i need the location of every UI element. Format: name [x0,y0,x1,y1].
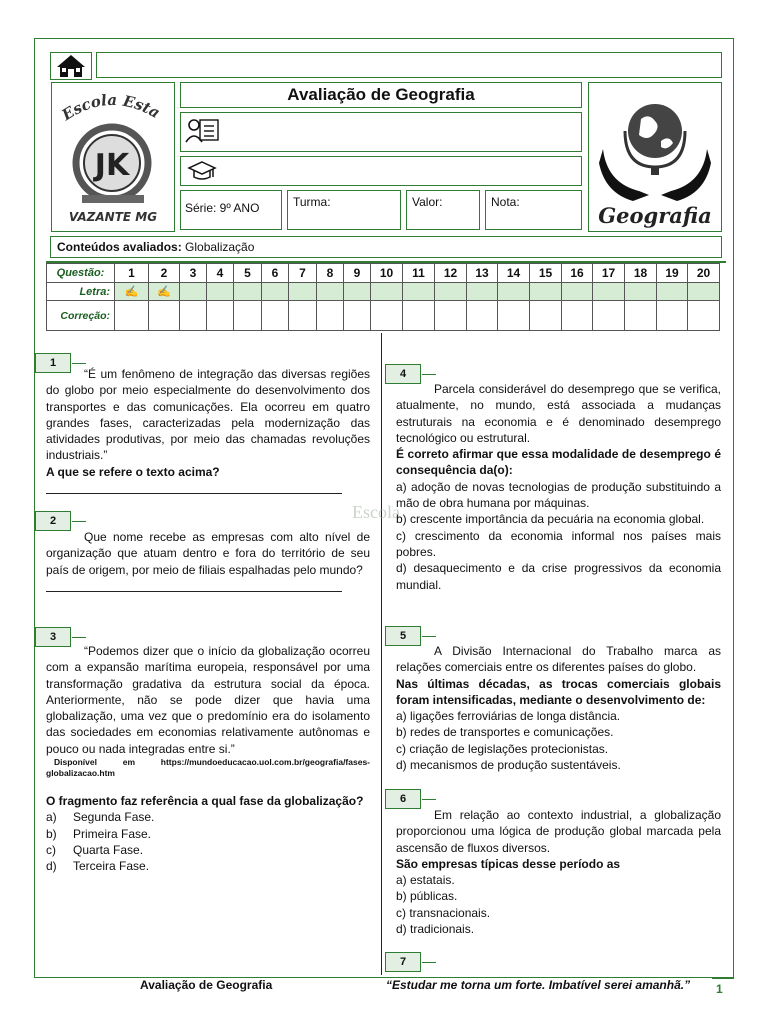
grid-number: 13 [467,264,498,283]
letter-cell[interactable]: ✍ [149,283,180,301]
option-d[interactable]: d) mecanismos de produção sustentáveis. [396,758,621,773]
correction-cell [344,301,371,331]
letter-cell[interactable] [657,283,688,301]
column-divider [381,333,382,975]
correction-row [47,301,720,331]
grid-number: 12 [435,264,467,283]
question-1-prompt: A que se refere o texto acima? [46,464,220,479]
graduation-cap-icon [187,159,217,183]
svg-text:Escola Estadual: Escola Esta [58,90,164,125]
watermark: Escola [352,502,400,522]
option-b[interactable]: b) redes de transportes e comunicações. [396,725,614,740]
svg-text:Geografia: Geografia [598,203,712,228]
top-name-field[interactable] [96,52,722,78]
conteudos-label: Conteúdos avaliados: [57,240,182,254]
answer-grid [46,263,720,331]
option-a[interactable]: a) Segunda Fase. [46,810,155,825]
grid-number: 15 [530,264,562,283]
correction-row-label: Correção: [47,301,115,331]
question-6-prompt: São empresas típicas desse período as [396,856,621,871]
nota-field[interactable]: Nota: [485,190,582,230]
letter-cell[interactable] [289,283,317,301]
question-3 [46,643,370,875]
correction-cell [625,301,657,331]
teacher-name-field[interactable] [180,156,582,186]
grid-number: 2 [149,264,180,283]
turma-field[interactable]: Turma: [287,190,401,230]
correction-cell [207,301,234,331]
svg-text:VAZANTE MG: VAZANTE MG [68,210,158,224]
letter-cell[interactable] [688,283,720,301]
question-6-text: Em relação ao contexto industrial, a globalização proporcionou uma lógica de produção global marcada pela ascensão de fluxos diversos. [396,808,721,855]
question-3-prompt: O fragmento faz referência a qual fase da globalização? [46,794,364,809]
school-logo [51,82,175,232]
page-title: Avaliação de Geografia [180,82,582,108]
letter-cell[interactable] [344,283,371,301]
serie-field: Série: 9º ANO [180,190,282,230]
option-a[interactable]: a) estatais. [396,873,455,888]
svg-text:JK: JK [94,148,130,183]
grid-number: 3 [180,264,207,283]
question-number-7: 7 [385,952,421,972]
question-3-source: Disponível em https://mundoeducacao.uol.com.br/geografia/fases-globalizacao.htm [46,757,370,779]
letter-cell[interactable] [498,283,530,301]
letter-cell[interactable] [234,283,262,301]
conteudos-field [50,236,722,258]
correction-cell [593,301,625,331]
option-c[interactable]: c) criação de legislações protecionistas. [396,741,609,756]
question-2-text: Que nome recebe as empresas com alto nível de organização que atuam dentro e fora do território de seu país de origem, por meio de filiais espalhadas pelo mundo? [46,530,370,577]
correction-cell [180,301,207,331]
question-6 [396,807,721,937]
question-3-text: “Podemos dizer que o início da globalização ocorreu com a expansão marítima europeia, responsável por uma transformação gradativa da estrutura social da época. Anteriormente, não se pode dizer que havia uma globalização, uma vez que o predomínio era do isolamento das sociedades em economias relativamente autônomas e pouco ou nada integradas entre si.” [46,644,370,756]
letter-cell[interactable] [403,283,435,301]
student-icon [184,116,224,146]
letter-cell[interactable] [625,283,657,301]
option-a[interactable]: a) adoção de novas tecnologias de produção substituindo a mão de obra humana por máquinas. [396,479,721,511]
grid-number: 19 [657,264,688,283]
question-5-prompt: Nas últimas décadas, as trocas comerciais globais foram intensificadas, mediante o desenvolvimento de: [396,676,721,707]
letter-row [47,283,720,301]
correction-cell [688,301,720,331]
option-d[interactable]: d) desaquecimento e da crise progressivos da economia mundial. [396,561,721,592]
correction-cell [115,301,149,331]
option-c[interactable]: c) transnacionais. [396,905,491,920]
letter-cell[interactable] [180,283,207,301]
grid-number: 1 [115,264,149,283]
letter-cell[interactable] [371,283,403,301]
correction-cell [371,301,403,331]
option-c[interactable]: c) crescimento da economia informal nos países mais pobres. [396,528,721,559]
answer-line[interactable] [46,480,342,494]
question-2 [46,529,370,592]
option-a[interactable]: a) ligações ferroviárias de longa distância. [396,709,621,724]
letter-cell[interactable] [207,283,234,301]
correction-cell [234,301,262,331]
question-4-prompt: É correto afirmar que essa modalidade de desemprego é consequência da(o): [396,447,721,478]
grid-number: 16 [562,264,593,283]
grid-number: 9 [344,264,371,283]
letter-cell[interactable] [530,283,562,301]
grid-number: 7 [289,264,317,283]
grid-number: 14 [498,264,530,283]
correction-cell [562,301,593,331]
question-4-text: Parcela considerável do desemprego que se verifica, atualmente, no mundo, está associada a mudanças estruturais na economia e é denominado desemprego tecnológico ou estrutural. [396,382,721,445]
question-5-text: A Divisão Internacional do Trabalho marca as relações comerciais entre os diferentes países do globo. [396,644,721,675]
question-row-label: Questão: [47,264,115,283]
correction-cell [262,301,289,331]
grid-number: 10 [371,264,403,283]
letter-cell[interactable] [317,283,344,301]
grid-number: 18 [625,264,657,283]
letter-cell[interactable]: ✍ [115,283,149,301]
option-b[interactable]: b) Primeira Fase. [46,826,152,841]
letter-cell[interactable] [467,283,498,301]
footer-quote: “Estudar me torna um forte. Imbatível serei amanhã.” [386,978,691,992]
student-name-field[interactable] [180,112,582,152]
option-c[interactable]: c) Quarta Fase. [46,842,144,857]
correction-cell [467,301,498,331]
home-icon [51,53,91,79]
conteudos-value: Globalização [185,240,255,254]
grid-number: 5 [234,264,262,283]
letter-cell[interactable] [593,283,625,301]
question-number-3: 3 [35,627,71,647]
question-number-1: 1 [35,353,71,373]
letter-cell[interactable] [262,283,289,301]
question-5 [396,643,721,773]
home-button[interactable] [50,52,92,80]
correction-cell [149,301,180,331]
question-number-5: 5 [385,626,421,646]
valor-field[interactable]: Valor: [406,190,480,230]
correction-cell [403,301,435,331]
correction-cell [435,301,467,331]
grid-number: 8 [317,264,344,283]
question-number-4: 4 [385,364,421,384]
grid-number: 4 [207,264,234,283]
question-1 [46,366,370,494]
grid-number: 17 [593,264,625,283]
correction-cell [317,301,344,331]
question-4 [396,381,721,593]
option-b[interactable]: b) públicas. [396,889,458,904]
answer-line[interactable] [46,578,342,592]
footer-title: Avaliação de Geografia [140,978,273,992]
grid-number: 6 [262,264,289,283]
page-number: 1 [716,982,723,996]
correction-cell [498,301,530,331]
question-number-6: 6 [385,789,421,809]
option-d[interactable]: d) Terceira Fase. [46,859,150,874]
correction-cell [530,301,562,331]
page-number-bar [712,977,734,979]
question-row [47,264,720,283]
option-d[interactable]: d) tradicionais. [396,922,475,937]
option-b[interactable]: b) crescente importância da pecuária na economia global. [396,512,705,527]
letter-cell[interactable] [562,283,593,301]
grid-number: 11 [403,264,435,283]
letter-cell[interactable] [435,283,467,301]
question-1-text: “É um fenômeno de integração das diversas regiões do globo por meio especialmente do desenvolvimento dos transportes e das comunicações. Ela ocorreu em quatro grandes fases, caracterizadas pela modernização das atividades produtivas, por meio das chamadas revoluções industriais.” [46,367,370,463]
letter-row-label: Letra: [47,283,115,301]
question-number-2: 2 [35,511,71,531]
correction-cell [657,301,688,331]
grid-number: 20 [688,264,720,283]
correction-cell [289,301,317,331]
geography-logo [588,82,722,232]
